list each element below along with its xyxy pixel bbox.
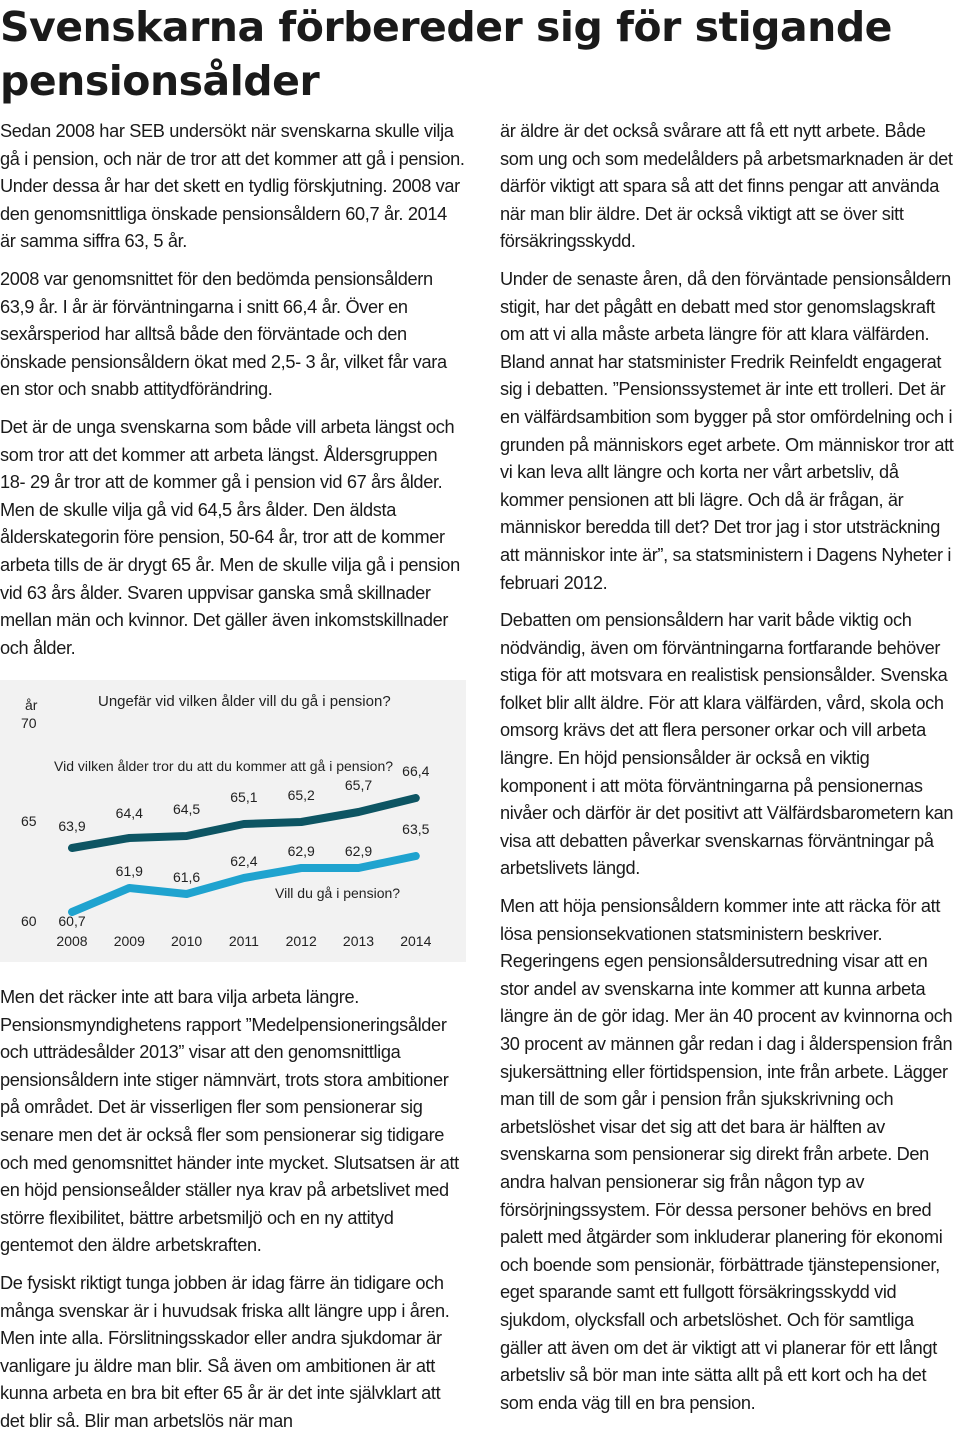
- x-tick-label: 2008: [56, 933, 88, 949]
- data-label: 61,9: [115, 863, 143, 879]
- paragraph: Debatten om pensionsåldern har varit både viktig och nödvändig, även om förväntningarna fortfarande behöver stiga för att motsvara en realistisk pensionsålder. Svenska folket blir allt äldre. För att klara välfärden, vård, skola och omsorg krävs det att flera personer orkar och vill arbeta längre. En höjd pensionsålder är också en viktig komponent i att möta förväntningarna på pensionernas nivåer och därför är det positivt att Välfärdsbarometern kan visa att debatten påverkar svenskarnas förväntningar på arbetslivets längd.: [500, 610, 954, 879]
- x-tick-label: 2013: [342, 933, 375, 949]
- data-label: 63,5: [402, 821, 430, 837]
- left-column: [0, 118, 466, 672]
- x-tick-label: 2009: [113, 933, 145, 949]
- y-axis-label: år: [25, 697, 38, 713]
- paragraph: De fysiskt riktigt tunga jobben är idag färre än tidigare och många svenskar är i huvudsak friska allt längre upp i åren. Men inte alla. Förslitningsskador eller andra sjukdomar är vanligare ju äldre man blir. Så även om ambitionen är att kunna arbeta en bra bit efter 65 år är det inte självklart att det blir så. Blir man arbetslös när man: [0, 1272, 450, 1431]
- paragraph: Men att höja pensionsåldern kommer inte att räcka för att lösa pensionsekvationen statsministern beskriver. Regeringens egen pensionsåldersutredning visar att en stor andel av svenskarna inte kommer att kunna arbeta längre än de gör idag. Mer än 40 procent av kvinnorna och 30 procent av männen går redan i dag i ålderspension från sjukersättning eller förtidspension, inte från arbete. Lägger man till de som går i pension från sjukskrivning och arbetslöshet visar det sig att det bara är hälften av svenskarna som pensionerar sig direkt från arbete. Den andra halvan pensionerar sig från någon typ av försörjningssystem. För dessa personer behövs en bred palett med åtgärder som inkluderar planering för ekonomi och boende som pensionär, förbättrade tjänstepensioner, eget sparande samt ett fullgott försäkringsskydd vid sjukdom, olycksfall och arbetslöshet. Och för samtliga gäller att även om det är viktigt att vi planerar för ett långt arbetsliv så bör man inte sätta allt på ett kort och ha det som enda väg till en bra pension.: [500, 896, 953, 1413]
- chart-title: Ungefär vid vilken ålder vill du gå i pension?: [98, 693, 391, 710]
- y-tick-label: 70: [21, 715, 37, 731]
- data-label: 62,4: [230, 853, 258, 869]
- chart-canvas: [0, 680, 466, 962]
- series-name-expected: Vid vilken ålder tror du att du kommer att gå i pension?: [54, 758, 394, 774]
- x-tick-label: 2011: [228, 933, 259, 949]
- paragraph: Sedan 2008 har SEB undersökt när svenskarna skulle vilja gå i pension, och när de tror att det kommer att gå i pension. Under dessa år har det skett en tydlig förskjutning. 2008 var den genomsnittliga önskade pensionsåldern 60,7 år. 2014 är samma siffra 63, 5 år.: [0, 121, 465, 252]
- data-label: 63,9: [58, 818, 86, 834]
- data-label: 64,4: [115, 805, 143, 821]
- data-label: 62,9: [287, 843, 315, 859]
- data-label: 66,4: [402, 763, 430, 779]
- x-tick-label: 2014: [400, 933, 432, 949]
- data-label: 61,6: [172, 869, 201, 885]
- data-label: 65,7: [344, 777, 373, 793]
- left-column-continued: [0, 984, 466, 1446]
- y-tick-label: 60: [21, 913, 37, 929]
- x-tick-label: 2012: [285, 933, 317, 949]
- paragraph: 2008 var genomsnittet för den bedömda pensionsåldern 63,9 år. I år är förväntningarna i snitt 66,4 år. Över en sexårsperiod har alltså både den förväntade och den önskade pensionsåldern ökat med 2,5- 3 år, vilket får vara en stor och snabb attitydförändring.: [0, 268, 447, 400]
- right-column: [500, 118, 960, 1427]
- paragraph: är äldre är det också svårare att få ett nytt arbete. Både som ung och som medelålders på arbetsmarknaden är det därför viktigt att spara så att det finns pengar att använda när man blir äldre. Det är också viktigt att se över sitt försäkringsskydd.: [500, 121, 953, 252]
- data-label: 60,7: [58, 913, 86, 929]
- data-label: 65,2: [287, 787, 315, 803]
- pension-age-chart: [0, 680, 466, 962]
- y-tick-label: 65: [21, 813, 37, 829]
- data-label: 64,5: [172, 801, 201, 817]
- data-label: 65,1: [230, 789, 258, 805]
- paragraph: Men det räcker inte att bara vilja arbeta längre. Pensionsmyndighetens rapport ”Medelpensioneringsålder och utträdesålder 2013” visar att den genomsnittliga pensionsåldern inte stiger nämnvärt, trots stora ambitioner på området. Det är visserligen fler som pensionerar sig senare men det är också fler som pensionerar sig tidigare och med genomsnittet händer inte mycket. Slutsatsen är att en höjd pensionseålder ställer nya krav på arbetslivet med större flexibilitet, bättre arbetsmiljö och en ny attityd gentemot den äldre arbetskraften.: [0, 987, 459, 1256]
- paragraph: Det är de unga svenskarna som både vill arbeta längst och som tror att det kommer att arbeta längst. Åldersgruppen 18- 29 år tror att de kommer gå i pension vid 67 års ålder. Men de skulle vilja gå vid 64,5 års ålder. Den äldsta ålderskategorin före pension, 50-64 år, tror att de kommer arbeta tills de är drygt 65 år. Men de skulle vilja gå i pension vid 63 års ålder. Svaren uppvisar ganska små skillnader mellan män och kvinnor. Det gäller även inkomstskillnader och ålder.: [0, 416, 460, 658]
- paragraph: Under de senaste åren, då den förväntade pensionsåldern stigit, har det pågått en debatt med stor genomslagskraft om att vi alla måste arbeta längre för att klara välfärden. Bland annat har statsminister Fredrik Reinfeldt engagerat sig i debatten. ”Pensionssystemet är inte ett trolleri. Det är en välfärdsambition som bygger på stor omfördelning och i grunden på människors eget arbete. Om människor tror att vi kan leva allt längre och korta ner vårt arbetsliv, då kommer pensionen att bli lägre. Och då är frågan, är människor beredda till det? Det tror jag i stor utsträckning att människor inte är”, sa statsministern i Dagens Nyheter i februari 2012.: [500, 268, 954, 593]
- series-name-wanted: Vill du gå i pension?: [275, 885, 401, 901]
- headline: Svenskarna förbereder sig för stigande pensionsålder: [0, 3, 892, 105]
- x-tick-label: 2010: [171, 933, 203, 949]
- data-label: 62,9: [344, 843, 373, 859]
